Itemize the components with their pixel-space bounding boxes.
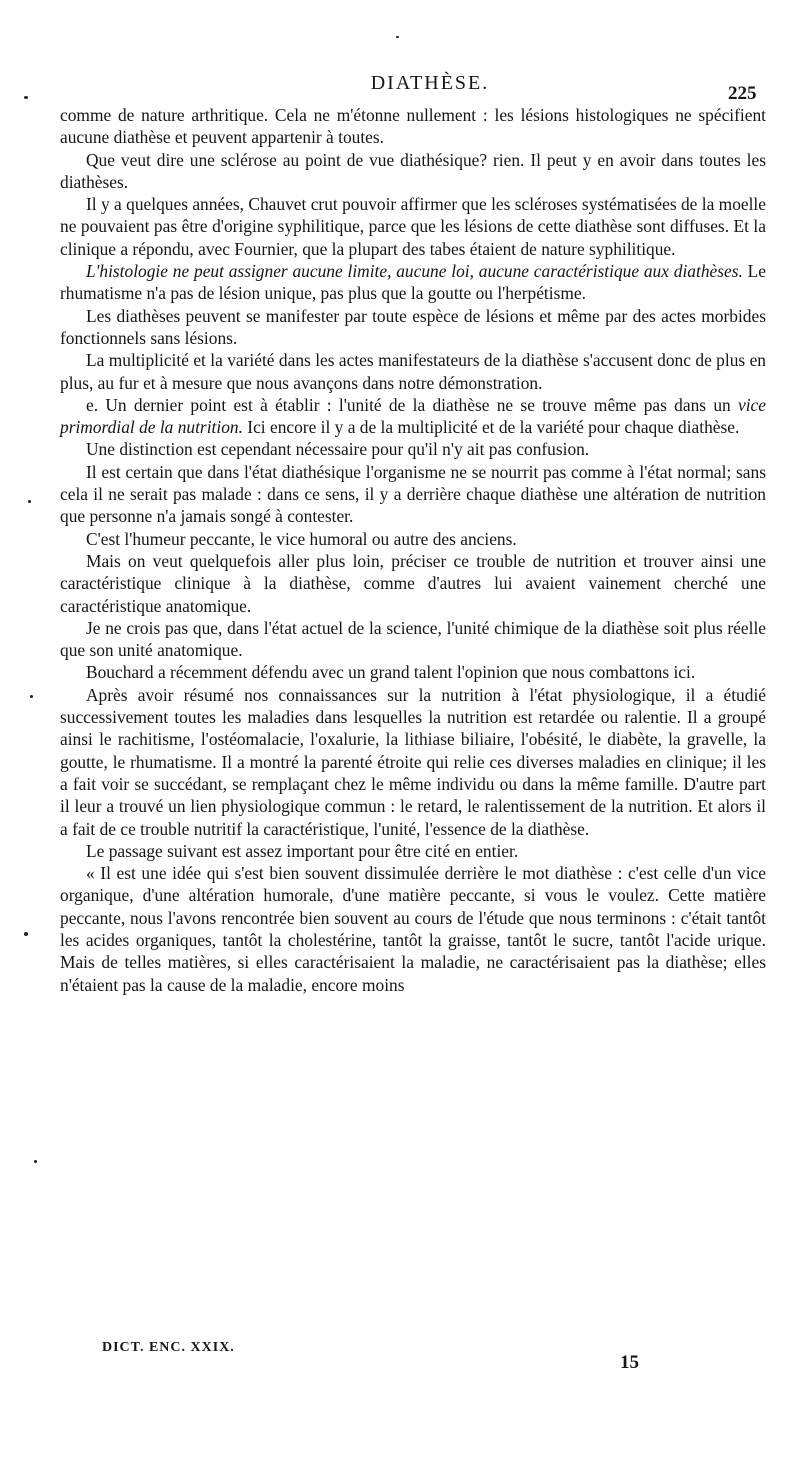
printer-signature: DICT. ENC. XXIX. [102,1340,235,1355]
scan-speck [34,1160,37,1163]
paragraph-7-text: Ici encore il y a de la multiplicité et de la variété pour chaque diathèse. [242,417,740,438]
paragraph-11: Mais on veut quelquefois aller plus loin, préciser ce trouble de nutrition et trouver ainsi une caractéristique clinique à la diathèse, comme d'autres lui avaient vainement cherché une caractéristique anatomique. [60,550,766,616]
paragraph-1: comme de nature arthritique. Cela ne m'étonne nullement : les lésions histologiques ne spécifient aucune diathèse et peuvent appartenir à toutes. [60,105,766,148]
paragraph-7-lead: e. Un dernier point est à établir : l'unité de la diathèse ne se trouve même pas dans un [86,394,738,415]
paragraph-7-italic: vice primordial de la nutrition. [60,394,766,438]
paragraph-10: C'est l'humeur peccante, le vice humoral ou autre des anciens. [86,528,517,549]
running-title: DIATHÈSE. [370,72,490,94]
paragraph-8: Une distinction est cependant nécessaire pour qu'il n'y ait pas confusion. [86,439,590,460]
paragraph-3: Il y a quelques années, Chauvet crut pouvoir affirmer que les scléroses systématisées de la moelle ne pouvaient pas être d'origine syphilitique, parce que les lésions de cette diathèse sont diffuses. Et la clinique a répondu, avec Fournier, que la plupart des tabes étaient de nature syphilitique. [60,194,766,259]
paragraph-2: Que veut dire une sclérose au point de vue diathésique? rien. Il peut y en avoir dans toutes les diathèses. [60,149,766,192]
sheet-number: 15 [620,1352,639,1373]
scan-speck [396,36,399,38]
paragraph-5: Les diathèses peuvent se manifester par toute espèce de lésions et même par des actes morbides fonctionnels sans lésions. [60,305,766,348]
paragraph-14: Après avoir résumé nos connaissances sur la nutrition à l'état physiologique, il a étudié successivement toutes les maladies dans lesquelles la nutrition est retardée ou ralentie. Il a groupé ainsi le rachitisme, l'ostéomalacie, l'oxalurie, la lithiase biliaire, l'obésité, le diabète, la gravelle, la goutte, le rhumatisme. Il a montré la parenté étroite qui relie ces diverses maladies en clinique; il les a fait voir se succédant, se remplaçant chez le même individu ou dans la même famille. D'autre part il leur a trouvé un lien physiologique commun : le retard, le ralentissement de la nutrition. Et alors il a fait de ce trouble nutritif la caractéristique, l'unité, l'essence de la diathèse. [60,684,766,839]
page-number: 225 [728,83,757,104]
paragraph-15: Le passage suivant est assez important pour être cité en entier. [86,840,519,861]
paragraph-12: Je ne crois pas que, dans l'état actuel de la science, l'unité chimique de la diathèse soit plus réelle que son unité anatomique. [60,617,766,661]
paragraph-4 [60,260,766,305]
scan-speck [30,695,33,698]
body-text [60,104,766,996]
paragraph-13: Bouchard a récemment défendu avec un grand talent l'opinion que nous combattons ici. [86,662,696,683]
paragraph-9: Il est certain que dans l'état diathésique l'organisme ne se nourrit pas comme à l'état normal; sans cela il ne serait pas malade : dans ce sens, il y a derrière chaque diathèse une altération de nutrition que personne n'a jamais songé à contester. [60,461,766,527]
paragraph-6: La multiplicité et la variété dans les actes manifestateurs de la diathèse s'accusent donc de plus en plus, au fur et à mesure que nous avançons dans notre démonstration. [60,350,766,393]
scan-speck [24,96,28,99]
paragraph-4-italic: L'histologie ne peut assigner aucune limite, aucune loi, aucune caractéristique aux diathèses. [86,261,743,282]
scan-speck [24,932,28,936]
paragraph-7 [60,394,766,439]
scan-speck [28,500,31,503]
paragraph-4-text: Le rhumatisme n'a pas de lésion unique, pas plus que la goutte ou l'herpétisme. [60,261,766,304]
paragraph-16: « Il est une idée qui s'est bien souvent dissimulée derrière le mot diathèse : c'est celle d'un vice organique, d'une altération humorale, d'une matière peccante, si vous le voulez. Cette matière peccante, nous l'avons rencontrée bien souvent au cours de l'étude que nous terminons : c'était tantôt les acides organiques, tantôt la cholestérine, tantôt la graisse, tantôt le sucre, tantôt l'acide urique. Mais de telles matières, si elles caractérisaient la maladie, ne caractérisaient pas la diathèse; elles n'étaient pas la cause de la maladie, encore moins [60,863,766,995]
